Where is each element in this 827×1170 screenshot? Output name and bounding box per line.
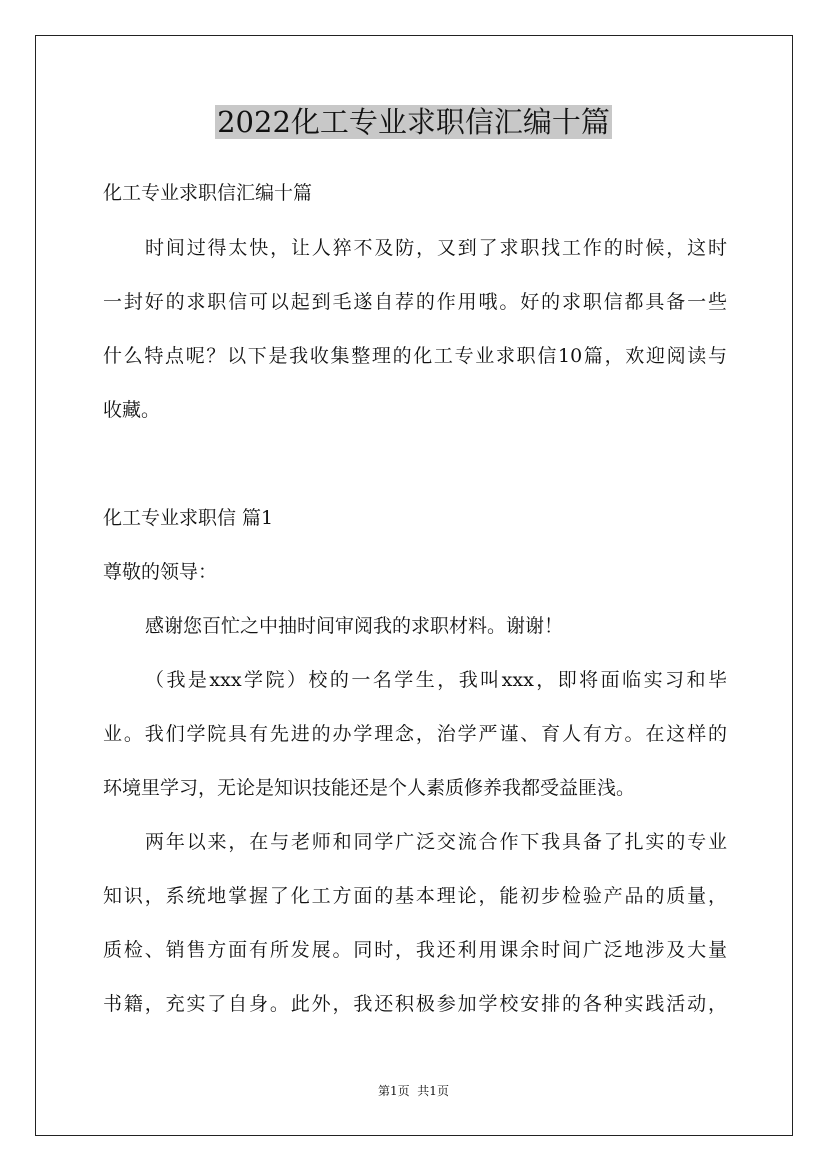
salutation: 尊敬的领导： — [103, 561, 218, 583]
intro-line: 一封好的求职信可以起到毛遂自荐的作用哦。好的求职信都具备一些 — [103, 291, 727, 313]
paragraph-line: 书籍，充实了自身。此外，我还积极参加学校安排的各种实践活动， — [103, 993, 727, 1015]
paragraph-line: 业。我们学院具有先进的办学理念，治学严谨、育人有方。在这样的 — [103, 723, 727, 745]
document-title: 2022化工专业求职信汇编十篇 — [217, 105, 610, 139]
paragraph-line: （我是xxx学院）校的一名学生，我叫xxx，即将面临实习和毕 — [145, 669, 727, 691]
intro-line: 什么特点呢？以下是我收集整理的化工专业求职信10篇，欢迎阅读与 — [103, 345, 727, 367]
thanks-line: 感谢您百忙之中抽时间审阅我的求职材料。谢谢！ — [145, 615, 564, 637]
document-subtitle: 化工专业求职信汇编十篇 — [103, 182, 313, 204]
intro-line: 时间过得太快，让人猝不及防，又到了求职找工作的时候，这时 — [145, 237, 727, 259]
page-number-footer: 第1页 共1页 — [378, 1084, 449, 1098]
section-heading: 化工专业求职信 篇1 — [103, 507, 274, 529]
paragraph-line: 环境里学习，无论是知识技能还是个人素质修养我都受益匪浅。 — [103, 777, 636, 799]
paragraph-line: 知识，系统地掌握了化工方面的基本理论，能初步检验产品的质量， — [103, 885, 727, 907]
intro-line: 收藏。 — [103, 399, 161, 421]
paragraph-line: 两年以来，在与老师和同学广泛交流合作下我具备了扎实的专业 — [145, 831, 727, 853]
paragraph-line: 质检、销售方面有所发展。同时，我还利用课余时间广泛地涉及大量 — [103, 939, 727, 961]
